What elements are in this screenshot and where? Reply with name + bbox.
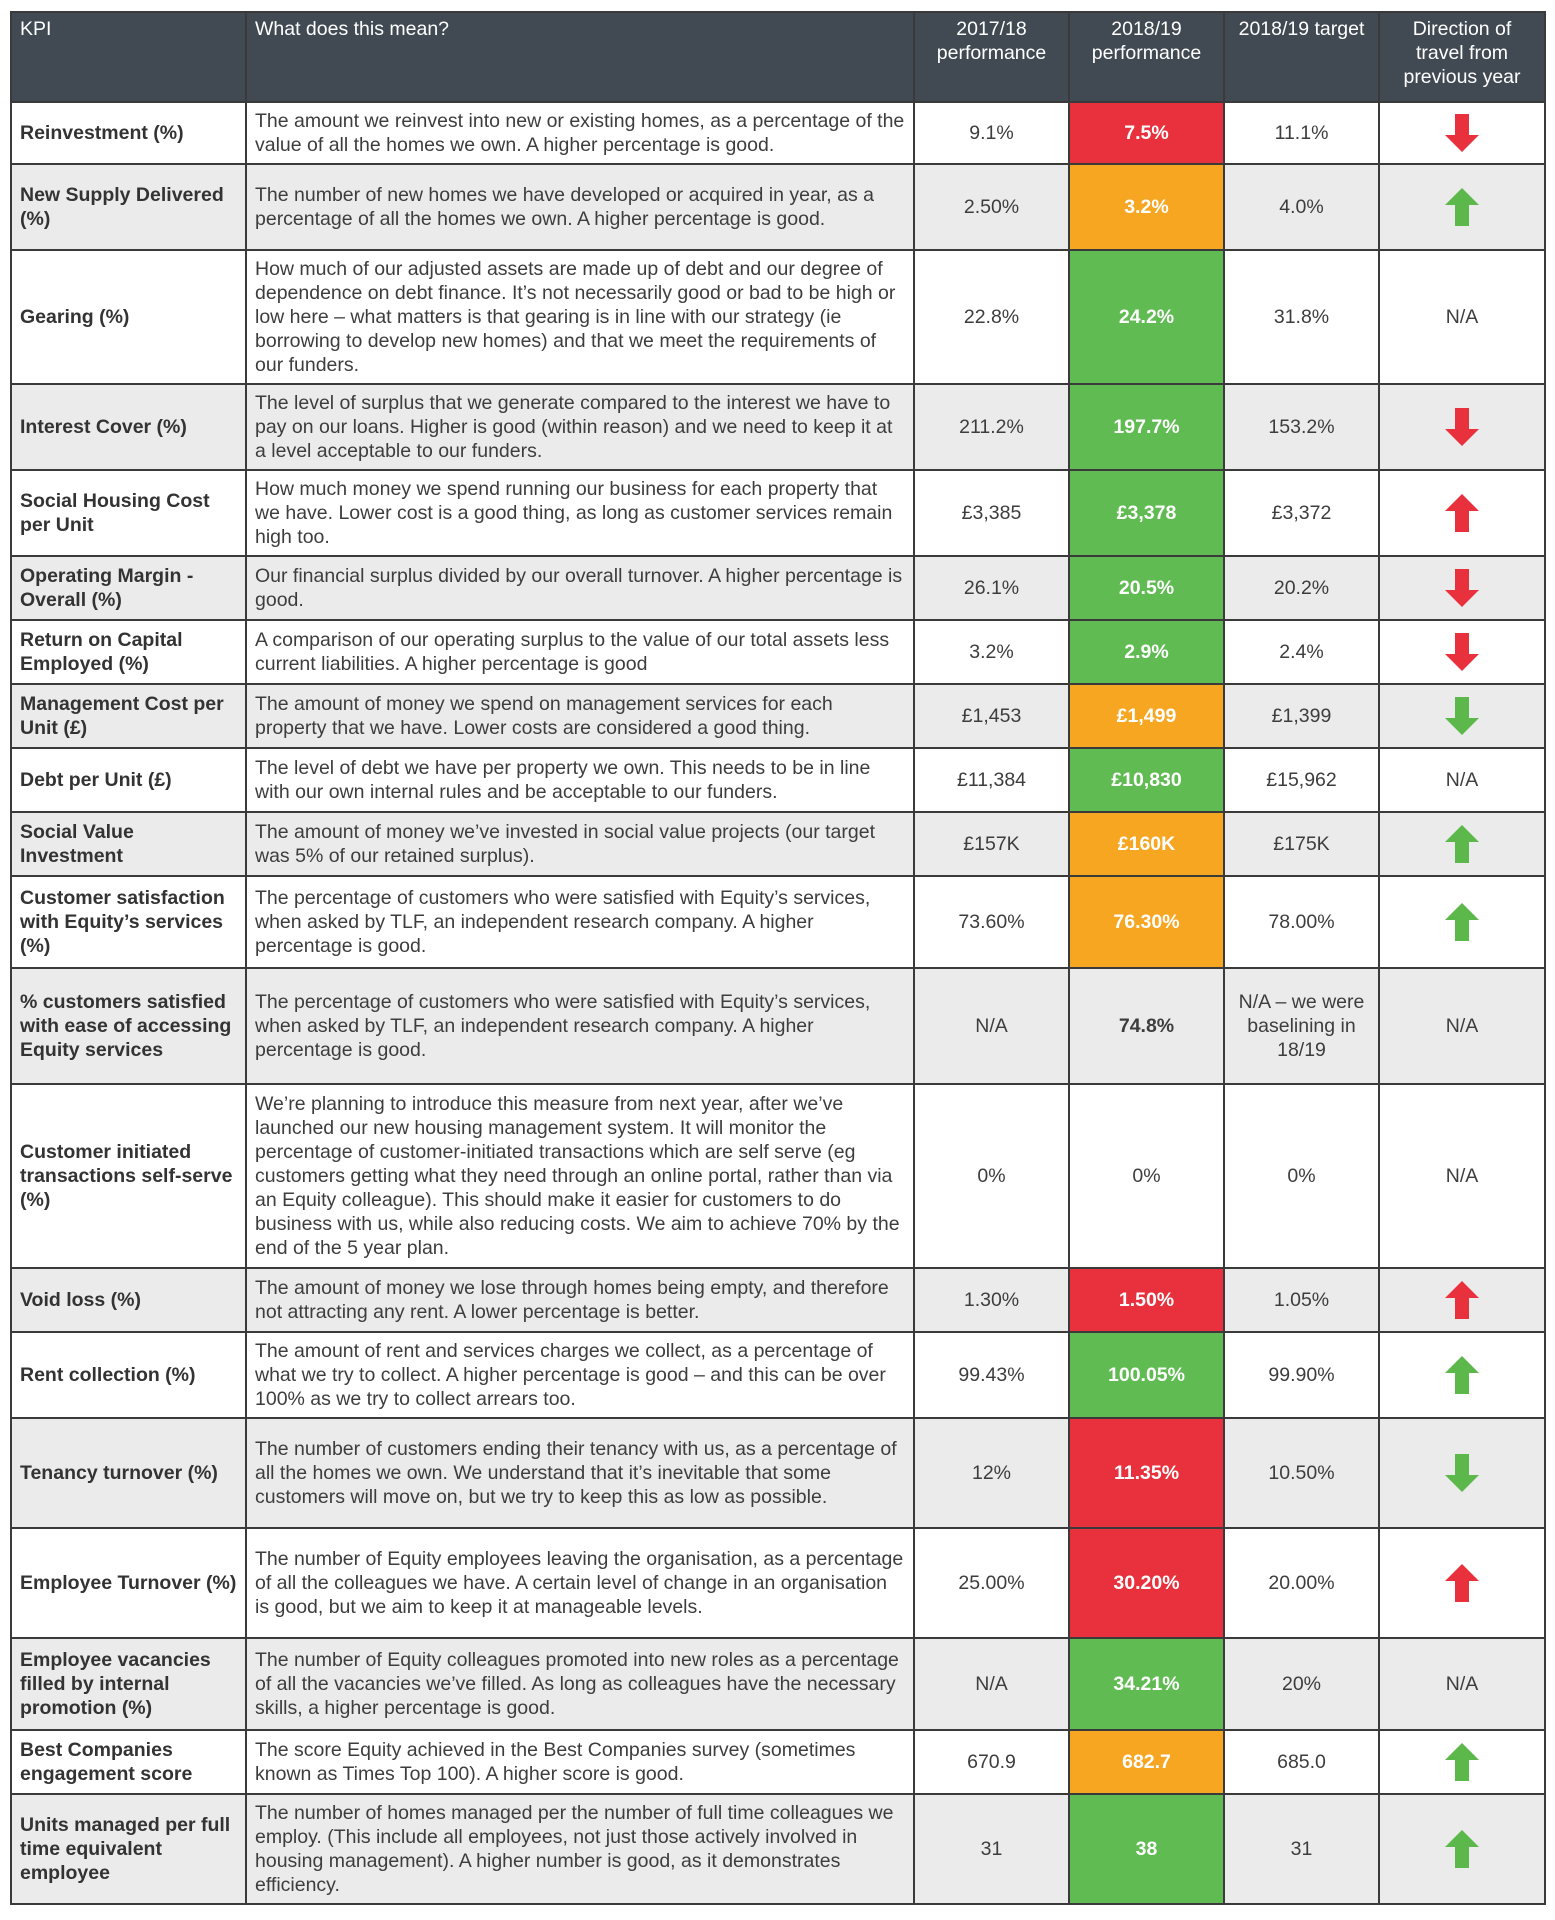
- arrow-up-green-icon: [1445, 1837, 1479, 1859]
- table-row: [11, 1332, 1545, 1418]
- prev-performance: 26.1%: [914, 556, 1069, 620]
- current-performance: 20.5%: [1069, 556, 1224, 620]
- kpi-name: Rent collection (%): [11, 1332, 246, 1418]
- kpi-table: [10, 11, 1546, 1905]
- kpi-name: Social Housing Cost per Unit: [11, 470, 246, 556]
- kpi-description: The amount of money we’ve invested in social value projects (our target was 5% of our retained surplus).: [246, 812, 914, 876]
- current-performance: 38: [1069, 1794, 1224, 1904]
- target-value: 31.8%: [1224, 250, 1379, 384]
- target-value: 20%: [1224, 1638, 1379, 1730]
- kpi-name: Best Companies engagement score: [11, 1730, 246, 1794]
- kpi-name: Management Cost per Unit (£): [11, 684, 246, 748]
- prev-performance: N/A: [914, 968, 1069, 1084]
- header-meaning: What does this mean?: [246, 12, 914, 102]
- header-kpi: KPI: [11, 12, 246, 102]
- direction-na: N/A: [1379, 250, 1545, 384]
- target-value: 20.2%: [1224, 556, 1379, 620]
- current-performance: 74.8%: [1069, 968, 1224, 1084]
- target-value: 685.0: [1224, 1730, 1379, 1794]
- prev-performance: 3.2%: [914, 620, 1069, 684]
- kpi-description: How much of our adjusted assets are made up of debt and our degree of dependence on debt finance. It’s not necessarily good or bad to be high or low here – what matters is that gearing is in line with our strategy (ie borrowing to develop new homes) and that we meet the requirements of our funders.: [246, 250, 914, 384]
- current-performance: £1,499: [1069, 684, 1224, 748]
- table-row: [11, 470, 1545, 556]
- target-value: £175K: [1224, 812, 1379, 876]
- arrow-down-red-icon: [1445, 415, 1479, 437]
- kpi-name: Customer initiated transactions self-serve (%): [11, 1084, 246, 1268]
- kpi-name: Interest Cover (%): [11, 384, 246, 470]
- header-perf: 2018/19 performance: [1069, 12, 1224, 102]
- direction-cell: [1379, 164, 1545, 250]
- direction-na: N/A: [1379, 968, 1545, 1084]
- prev-performance: 2.50%: [914, 164, 1069, 250]
- arrow-up-green-icon: [1445, 1750, 1479, 1772]
- prev-performance: 12%: [914, 1418, 1069, 1528]
- current-performance: £3,378: [1069, 470, 1224, 556]
- arrow-up-green-icon: [1445, 832, 1479, 854]
- direction-cell: [1379, 1418, 1545, 1528]
- prev-performance: 25.00%: [914, 1528, 1069, 1638]
- current-performance: 3.2%: [1069, 164, 1224, 250]
- target-value: 20.00%: [1224, 1528, 1379, 1638]
- direction-cell: [1379, 812, 1545, 876]
- table-row: [11, 1084, 1545, 1268]
- kpi-description: The amount we reinvest into new or existing homes, as a percentage of the value of all the homes we own. A higher percentage is good.: [246, 102, 914, 164]
- target-value: 11.1%: [1224, 102, 1379, 164]
- kpi-name: Employee Turnover (%): [11, 1528, 246, 1638]
- table-row: [11, 1418, 1545, 1528]
- table-row: [11, 812, 1545, 876]
- target-value: 1.05%: [1224, 1268, 1379, 1332]
- direction-cell: [1379, 1268, 1545, 1332]
- current-performance: 7.5%: [1069, 102, 1224, 164]
- kpi-description: The number of new homes we have developed or acquired in year, as a percentage of all the homes we own. A higher percentage is good.: [246, 164, 914, 250]
- kpi-name: % customers satisfied with ease of accessing Equity services: [11, 968, 246, 1084]
- kpi-description: The level of debt we have per property we own. This needs to be in line with our own internal rules and be acceptable to our funders.: [246, 748, 914, 812]
- direction-cell: [1379, 684, 1545, 748]
- kpi-description: Our financial surplus divided by our overall turnover. A higher percentage is good.: [246, 556, 914, 620]
- kpi-description: The amount of money we spend on management services for each property that we have. Lower costs are considered a good thing.: [246, 684, 914, 748]
- current-performance: £10,830: [1069, 748, 1224, 812]
- arrow-down-red-icon: [1445, 576, 1479, 598]
- kpi-name: Employee vacancies filled by internal promotion (%): [11, 1638, 246, 1730]
- kpi-description: The number of homes managed per the number of full time colleagues we employ. (This include all employees, not just those actively involved in housing management). A higher number is good, as it demonstrates efficiency.: [246, 1794, 914, 1904]
- prev-performance: N/A: [914, 1638, 1069, 1730]
- target-value: 4.0%: [1224, 164, 1379, 250]
- current-performance: 76.30%: [1069, 876, 1224, 968]
- kpi-name: Gearing (%): [11, 250, 246, 384]
- target-value: £1,399: [1224, 684, 1379, 748]
- kpi-description: The level of surplus that we generate compared to the interest we have to pay on our loans. Higher is good (within reason) and we need to keep it at a level acceptable to our funders.: [246, 384, 914, 470]
- direction-cell: [1379, 876, 1545, 968]
- table-row: [11, 968, 1545, 1084]
- prev-performance: £11,384: [914, 748, 1069, 812]
- header-prev: 2017/18 performance: [914, 12, 1069, 102]
- arrow-up-green-icon: [1445, 910, 1479, 932]
- target-value: 2.4%: [1224, 620, 1379, 684]
- current-performance: 34.21%: [1069, 1638, 1224, 1730]
- current-performance: 682.7: [1069, 1730, 1224, 1794]
- target-value: £15,962: [1224, 748, 1379, 812]
- arrow-up-red-icon: [1445, 1571, 1479, 1593]
- current-performance: 100.05%: [1069, 1332, 1224, 1418]
- arrow-up-red-icon: [1445, 1288, 1479, 1310]
- kpi-description: A comparison of our operating surplus to the value of our total assets less current liabilities. A higher percentage is good: [246, 620, 914, 684]
- target-value: 10.50%: [1224, 1418, 1379, 1528]
- direction-cell: [1379, 470, 1545, 556]
- arrow-up-green-icon: [1445, 195, 1479, 217]
- direction-cell: [1379, 1794, 1545, 1904]
- current-performance: 1.50%: [1069, 1268, 1224, 1332]
- direction-cell: [1379, 620, 1545, 684]
- arrow-down-red-icon: [1445, 121, 1479, 143]
- prev-performance: £3,385: [914, 470, 1069, 556]
- prev-performance: £157K: [914, 812, 1069, 876]
- target-value: N/A – we were baselining in 18/19: [1224, 968, 1379, 1084]
- direction-cell: [1379, 102, 1545, 164]
- kpi-name: Reinvestment (%): [11, 102, 246, 164]
- table-row: [11, 1638, 1545, 1730]
- direction-na: N/A: [1379, 1638, 1545, 1730]
- table-row: [11, 684, 1545, 748]
- kpi-description: The score Equity achieved in the Best Companies survey (sometimes known as Times Top 100). A higher score is good.: [246, 1730, 914, 1794]
- table-row: [11, 384, 1545, 470]
- target-value: 78.00%: [1224, 876, 1379, 968]
- target-value: 0%: [1224, 1084, 1379, 1268]
- kpi-description: The number of Equity colleagues promoted into new roles as a percentage of all the vacancies we’ve filled. As long as colleagues have the necessary skills, a higher percentage is good.: [246, 1638, 914, 1730]
- target-value: 153.2%: [1224, 384, 1379, 470]
- current-performance: 11.35%: [1069, 1418, 1224, 1528]
- kpi-description: The number of customers ending their tenancy with us, as a percentage of all the homes we own. We understand that it’s inevitable that some customers will move on, but we try to keep this as low as possible.: [246, 1418, 914, 1528]
- kpi-name: Operating Margin - Overall (%): [11, 556, 246, 620]
- direction-cell: [1379, 1332, 1545, 1418]
- prev-performance: 1.30%: [914, 1268, 1069, 1332]
- header-row: [11, 12, 1545, 102]
- kpi-description: The amount of rent and services charges we collect, as a percentage of what we try to collect. A higher percentage is good – and this can be over 100% as we try to collect arrears too.: [246, 1332, 914, 1418]
- kpi-name: Units managed per full time equivalent employee: [11, 1794, 246, 1904]
- arrow-down-red-icon: [1445, 640, 1479, 662]
- kpi-description: The percentage of customers who were satisfied with Equity’s services, when asked by TLF, an independent research company. A higher percentage is good.: [246, 876, 914, 968]
- direction-cell: [1379, 556, 1545, 620]
- prev-performance: 9.1%: [914, 102, 1069, 164]
- prev-performance: 22.8%: [914, 250, 1069, 384]
- current-performance: 30.20%: [1069, 1528, 1224, 1638]
- table-row: [11, 164, 1545, 250]
- kpi-name: Social Value Investment: [11, 812, 246, 876]
- table-row: [11, 1794, 1545, 1904]
- kpi-name: Tenancy turnover (%): [11, 1418, 246, 1528]
- kpi-description: The number of Equity employees leaving the organisation, as a percentage of all the colleagues we have. A certain level of change in an organisation is good, but we aim to keep it at manageable levels.: [246, 1528, 914, 1638]
- kpi-description: The amount of money we lose through homes being empty, and therefore not attracting any rent. A lower percentage is better.: [246, 1268, 914, 1332]
- table-row: [11, 102, 1545, 164]
- kpi-description: How much money we spend running our business for each property that we have. Lower cost is a good thing, as long as customer services remain high too.: [246, 470, 914, 556]
- current-performance: 197.7%: [1069, 384, 1224, 470]
- kpi-name: New Supply Delivered (%): [11, 164, 246, 250]
- prev-performance: 0%: [914, 1084, 1069, 1268]
- arrow-up-red-icon: [1445, 501, 1479, 523]
- arrow-down-green-icon: [1445, 1461, 1479, 1483]
- direction-na: N/A: [1379, 1084, 1545, 1268]
- prev-performance: 73.60%: [914, 876, 1069, 968]
- direction-na: N/A: [1379, 748, 1545, 812]
- arrow-up-green-icon: [1445, 1363, 1479, 1385]
- target-value: £3,372: [1224, 470, 1379, 556]
- direction-cell: [1379, 384, 1545, 470]
- prev-performance: 31: [914, 1794, 1069, 1904]
- table-row: [11, 1730, 1545, 1794]
- kpi-description: The percentage of customers who were satisfied with Equity’s services, when asked by TLF, an independent research company. A higher percentage is good.: [246, 968, 914, 1084]
- target-value: 31: [1224, 1794, 1379, 1904]
- table-row: [11, 1528, 1545, 1638]
- table-row: [11, 876, 1545, 968]
- direction-cell: [1379, 1528, 1545, 1638]
- kpi-description: We’re planning to introduce this measure from next year, after we’ve launched our new housing management system. It will monitor the percentage of customer-initiated transactions which are self serve (eg customers getting what they need through an online portal, rather than via an Equity colleague). This should make it easier for customers to do business with us, while also reducing costs. We aim to achieve 70% by the end of the 5 year plan.: [246, 1084, 914, 1268]
- direction-cell: [1379, 1730, 1545, 1794]
- prev-performance: 211.2%: [914, 384, 1069, 470]
- current-performance: 2.9%: [1069, 620, 1224, 684]
- table-row: [11, 748, 1545, 812]
- kpi-name: Return on Capital Employed (%): [11, 620, 246, 684]
- table-row: [11, 620, 1545, 684]
- prev-performance: £1,453: [914, 684, 1069, 748]
- table-row: [11, 1268, 1545, 1332]
- table-row: [11, 250, 1545, 384]
- kpi-name: Debt per Unit (£): [11, 748, 246, 812]
- current-performance: 24.2%: [1069, 250, 1224, 384]
- header-direction: Direction of travel from previous year: [1379, 12, 1545, 102]
- kpi-body: [11, 102, 1545, 1904]
- arrow-down-green-icon: [1445, 704, 1479, 726]
- current-performance: £160K: [1069, 812, 1224, 876]
- kpi-name: Void loss (%): [11, 1268, 246, 1332]
- prev-performance: 670.9: [914, 1730, 1069, 1794]
- header-target: 2018/19 target: [1224, 12, 1379, 102]
- kpi-name: Customer satisfaction with Equity’s services (%): [11, 876, 246, 968]
- current-performance: 0%: [1069, 1084, 1224, 1268]
- table-row: [11, 556, 1545, 620]
- target-value: 99.90%: [1224, 1332, 1379, 1418]
- prev-performance: 99.43%: [914, 1332, 1069, 1418]
